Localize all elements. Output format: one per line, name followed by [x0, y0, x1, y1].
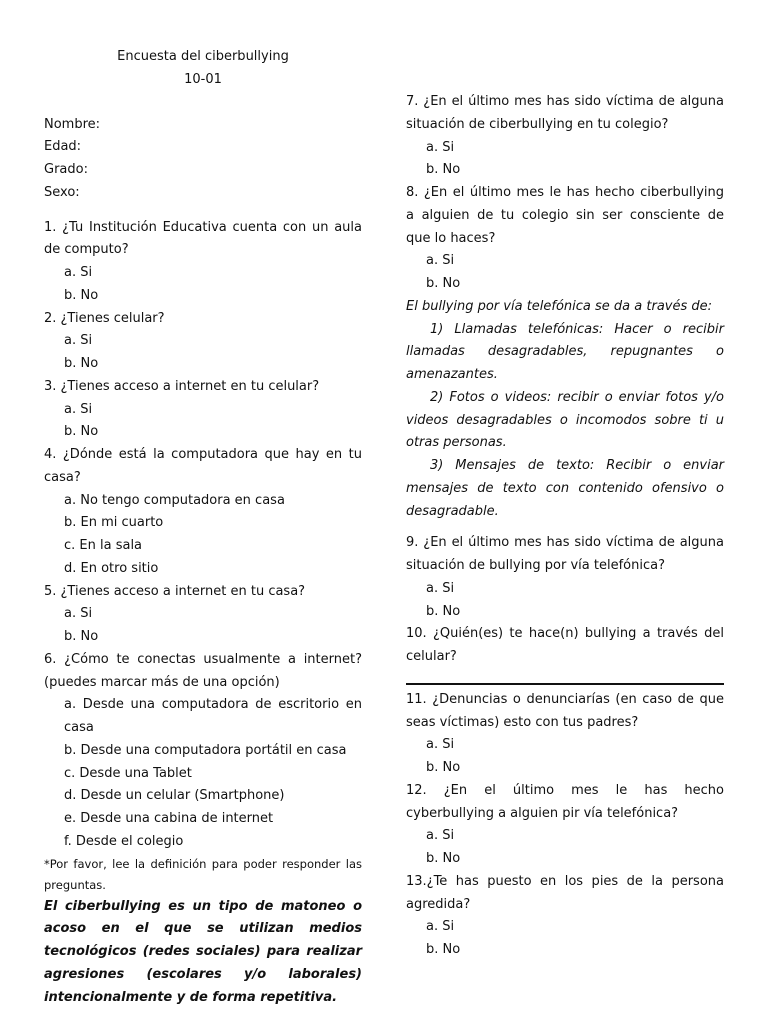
question-5: 5. ¿Tienes acceso a internet en tu casa? — [44, 583, 306, 599]
question-2: 2. ¿Tienes celular? — [44, 310, 165, 326]
question-13-option-a[interactable]: a. Si — [426, 919, 455, 935]
question-8: 8. ¿En el último mes le has hecho ciberbullying a alguien de tu colegio sin ser consciente de que lo haces? — [406, 185, 724, 246]
question-9-option-b[interactable]: b. No — [426, 603, 461, 619]
phone-bullying-item-3-label: 3) Mensajes de texto: — [430, 458, 595, 473]
phone-bullying-item-1-text: Hacer o recibir llamadas desagradables, repugnantes o amenazantes. — [406, 321, 724, 382]
question-13-option-b[interactable]: b. No — [426, 942, 461, 957]
phone-bullying-item-1 — [406, 319, 724, 387]
question-6-option-e[interactable]: e. Desde una cabina de internet — [64, 811, 274, 826]
question-4: 4. ¿Dónde está la computadora que hay en tu casa? — [44, 447, 362, 485]
question-9-option-a[interactable]: a. Si — [426, 580, 455, 596]
phone-bullying-item-2-text: recibir o enviar fotos y/o videos desagradables o incomodos sobre ti u otras personas. — [406, 389, 724, 451]
question-3-option-b[interactable]: b. No — [64, 424, 99, 440]
field-age: Edad: — [44, 139, 82, 155]
question-4-option-a[interactable]: a. No tengo computadora en casa — [64, 492, 285, 508]
question-1-option-a[interactable]: a. Si — [64, 265, 93, 280]
ciberbullying-definition: El ciberbullying es un tipo de matoneo o acoso en el que se utilizan medios tecnológicos (redes sociales) para realizar agresiones (escolares y/o laborales) intencionalmente y de forma repetitiva. — [44, 898, 362, 1005]
question-3-option-a[interactable]: a. Si — [64, 401, 93, 417]
question-9: 9. ¿En el último mes has sido víctima de alguna situación de bullying por vía telefónica? — [406, 535, 724, 573]
question-4-option-c[interactable]: c. En la sala — [64, 538, 143, 553]
question-12-option-b[interactable]: b. No — [426, 851, 461, 866]
question-7: 7. ¿En el último mes has sido víctima de alguna situación de ciberbullying en tu colegio? — [406, 94, 724, 132]
phone-bullying-item-3-text: Recibir o enviar mensajes de texto con contenido ofensivo o desagradable. — [406, 458, 724, 519]
field-sex: Sexo: — [44, 184, 80, 200]
question-6-option-f[interactable]: f. Desde el colegio — [64, 833, 184, 849]
question-8-option-b[interactable]: b. No — [426, 276, 461, 291]
field-name: Nombre: — [44, 116, 101, 132]
question-3: 3. ¿Tienes acceso a internet en tu celular? — [44, 378, 320, 394]
question-1: 1. ¿Tu Institución Educativa cuenta con un aula de computo? — [44, 219, 362, 258]
question-13: 13.¿Te has puesto en los pies de la persona agredida? — [406, 873, 724, 912]
question-6-option-d[interactable]: d. Desde un celular (Smartphone) — [64, 788, 285, 804]
question-6: 6. ¿Cómo te conectas usualmente a internet? (puedes marcar más de una opción) — [44, 651, 362, 690]
question-4-option-b[interactable]: b. En mi cuarto — [64, 515, 164, 531]
phone-bullying-item-3 — [406, 455, 724, 523]
answer-line — [406, 683, 724, 685]
question-11-option-a[interactable]: a. Si — [426, 737, 455, 753]
question-2-option-b[interactable]: b. No — [64, 356, 99, 371]
question-10: 10. ¿Quién(es) te hace(n) bullying a través del celular? — [406, 626, 724, 664]
question-1-option-b[interactable]: b. No — [64, 287, 99, 303]
question-6-option-a[interactable]: a. Desde una computadora de escritorio en casa — [64, 697, 362, 735]
question-12: 12. ¿En el último mes le has hecho cyberbullying a alguien pir vía telefónica? — [406, 782, 724, 821]
question-7-option-a[interactable]: a. Si — [426, 139, 455, 155]
question-8-option-a[interactable]: a. Si — [426, 253, 455, 269]
question-11-option-b[interactable]: b. No — [426, 760, 461, 775]
question-11: 11. ¿Denuncias o denunciarías (en caso de que seas víctimas) esto con tus padres? — [406, 691, 724, 730]
reading-note: *Por favor, lee la definición para poder responder las preguntas. — [44, 856, 362, 892]
phone-bullying-item-2-label: 2) Fotos o videos: — [430, 389, 552, 405]
question-2-option-a[interactable]: a. Si — [64, 333, 93, 349]
question-5-option-a[interactable]: a. Si — [64, 606, 93, 622]
survey-code: 10-01 — [184, 71, 222, 87]
question-7-option-b[interactable]: b. No — [426, 162, 461, 178]
survey-title: Encuesta del ciberbullying — [117, 49, 289, 64]
question-6-option-c[interactable]: c. Desde una Tablet — [64, 765, 192, 781]
question-4-option-d[interactable]: d. En otro sitio — [64, 560, 159, 576]
field-grade: Grado: — [44, 162, 88, 177]
left-column — [44, 46, 362, 1009]
phone-bullying-item-1-label: 1) Llamadas telefónicas: — [430, 321, 604, 337]
question-12-option-a[interactable]: a. Si — [426, 828, 455, 844]
phone-bullying-item-2 — [406, 387, 724, 455]
question-5-option-b[interactable]: b. No — [64, 629, 99, 644]
question-6-option-b[interactable]: b. Desde una computadora portátil en casa — [64, 742, 347, 758]
phone-bullying-intro: El bullying por vía telefónica se da a través de: — [406, 298, 713, 314]
right-column — [406, 0, 724, 962]
